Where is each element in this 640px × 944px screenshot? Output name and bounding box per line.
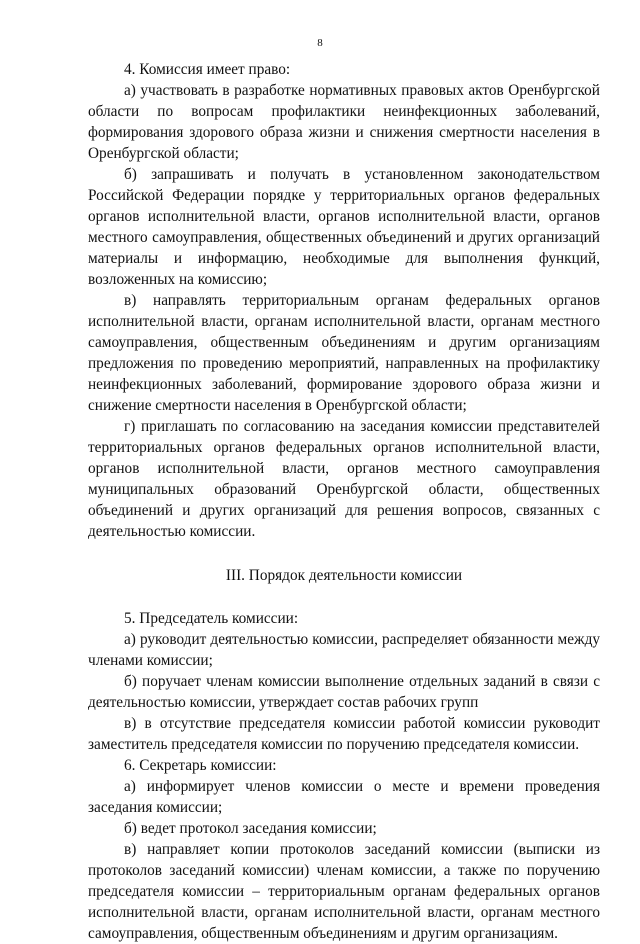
paragraph-item-b: б) запрашивать и получать в установленном законодательством Российской Федерации порядке у территориальных органов федеральных органов исполнительной власти, органов исполнительной власти, органов местного самоуправления, общественных объединений и других организаций материалы и информацию, необходимые для выполнения функций, возложенных на комиссию;	[88, 166, 600, 288]
paragraph-commission-rights: 4. Комиссия имеет право:	[124, 61, 291, 78]
paragraph-secretary-b: б) ведет протокол заседания комиссии;	[124, 820, 377, 837]
section-heading: III. Порядок деятельности комиссии	[225, 567, 463, 584]
paragraph-item-c: в) направлять территориальным органам федеральных органов исполнительной власти, органам исполнительной власти, органам местного самоуправления, общественным объединениям и другим организациям предложения по проведению мероприятий, направленных на профилактику неинфекционных заболеваний, формирование здорового образа жизни и снижение смертности населения в Оренбургской области;	[88, 292, 600, 414]
paragraph-chairman-b: б) поручает членам комиссии выполнение отдельных заданий в связи с деятельностью комиссии, утверждает состав рабочих групп	[88, 673, 600, 711]
paragraph-chairman: 5. Председатель комиссии:	[124, 610, 299, 627]
page-number: 8	[317, 37, 323, 49]
paragraph-secretary: 6. Секретарь комиссии:	[124, 757, 277, 774]
document-body	[88, 59, 600, 944]
paragraph-item-d: г) приглашать по согласованию на заседания комиссии представителей территориальных органов федеральных органов исполнительной власти, органов исполнительной власти, органов местного самоуправления муниципальных образований Оренбургской области, общественных объединений и других организаций для решения вопросов, связанных с деятельностью комиссии.	[88, 418, 600, 540]
paragraph-item-a: а) участвовать в разработке нормативных правовых актов Оренбургской области по вопросам профилактики неинфекционных заболеваний, формирования здорового образа жизни и снижения смертности населения в Оренбургской области;	[88, 82, 600, 162]
paragraph-chairman-c: в) в отсутствие председателя комиссии работой комиссии руководит заместитель председателя комиссии по поручению председателя комиссии.	[88, 715, 600, 753]
paragraph-secretary-c: в) направляет копии протоколов заседаний комиссии (выписки из протоколов заседаний комиссии) членам комиссии, а также по поручению председателя комиссии – территориальным органам федеральных органов исполнительной власти, органам исполнительной власти, органам местного самоуправления, общественным объединениям и другим организациям.	[88, 841, 600, 942]
paragraph-chairman-a: а) руководит деятельностью комиссии, распределяет обязанности между членами комиссии;	[88, 631, 600, 669]
paragraph-secretary-a: а) информирует членов комиссии о месте и времени проведения заседания комиссии;	[88, 778, 600, 816]
